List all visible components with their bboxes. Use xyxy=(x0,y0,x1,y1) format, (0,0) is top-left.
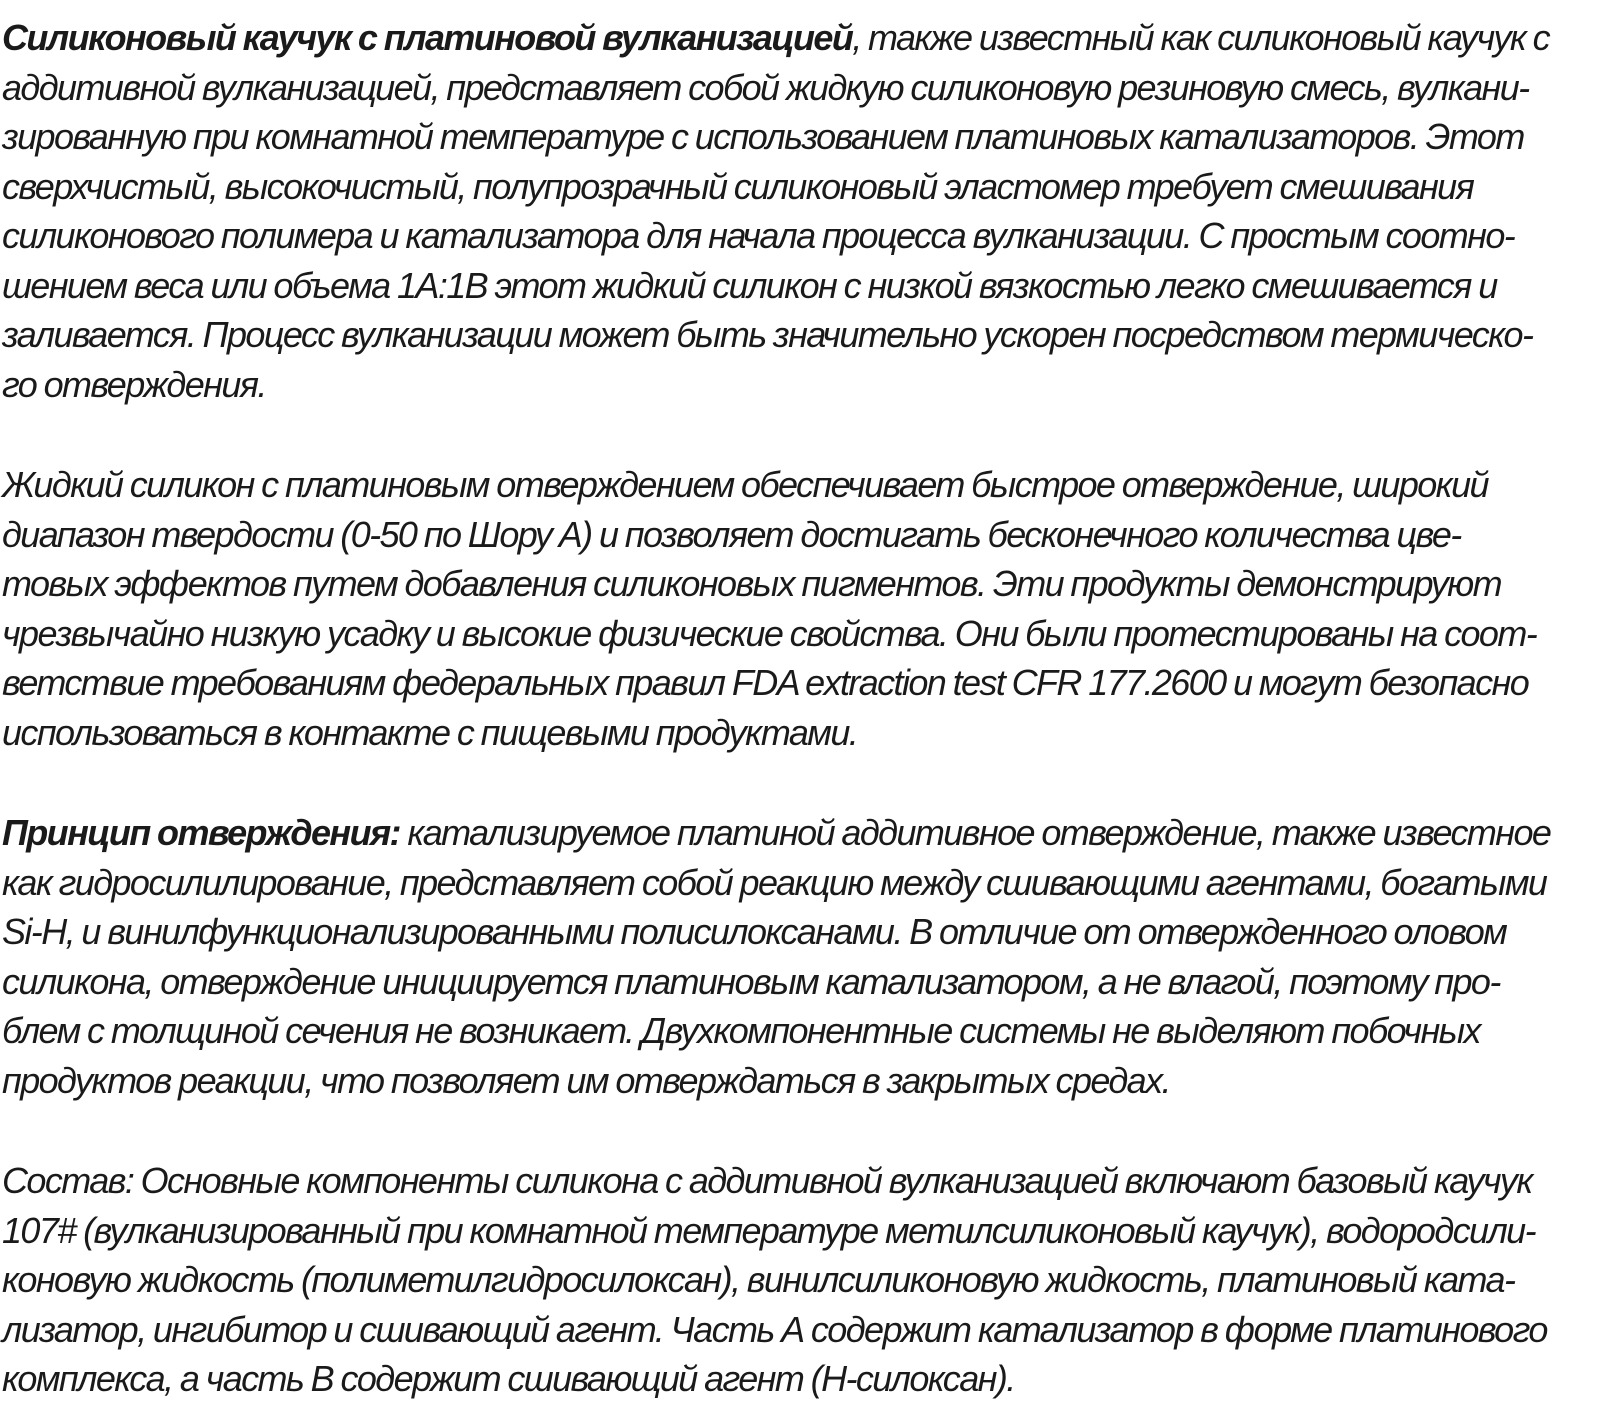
text-line: заливается. Процесс вулканизации может быть значительно ускорен посредством термическо- xyxy=(2,314,1533,355)
text-line: сверхчистый, высокочистый, полупрозрачный силиконовый эластомер требует смешивания xyxy=(2,165,1474,207)
text-line: силикона, отверждение инициируется платиновым катализатором, а не влагой, поэтому про- xyxy=(2,960,1500,1002)
text-line: силиконового полимера и катализатора для начала процесса вулканизации. С простым соотно- xyxy=(2,215,1515,256)
paragraph-curing-principle xyxy=(0,808,1600,1105)
paragraph-lead: Принцип отверждения: xyxy=(2,812,400,853)
text-line: использоваться в контакте с пищевыми продуктами. xyxy=(2,711,858,753)
paragraph-intro xyxy=(0,0,1600,409)
text-line: блем с толщиной сечения не возникает. Двухкомпонентные системы не выделяют побочных xyxy=(2,1010,1480,1051)
text-line: продуктов реакции, что позволяет им отверждаться в закрытых средах. xyxy=(2,1059,1170,1101)
text-line: ветствие требованиям федеральных правил FDA extraction test CFR 177.2600 и могут безопасно xyxy=(2,662,1529,703)
text-line: го отверждения. xyxy=(2,363,266,405)
text-line: 107# (вулканизированный при комнатной температуре метилсиликоновый каучук), водородсили- xyxy=(2,1209,1535,1251)
text-line: коновую жидкость (полиметилгидросилоксан), винилсиликоновую жидкость, платиновый ката- xyxy=(2,1259,1515,1300)
text-line: диапазон твердости (0-50 по Шору А) и позволяет достигать бесконечного количества цве- xyxy=(2,513,1461,555)
text-line: чрезвычайно низкую усадку и высокие физические свойства. Они были протестированы на соот- xyxy=(2,612,1537,654)
text-line: товых эффектов путем добавления силиконовых пигментов. Эти продукты демонстрируют xyxy=(2,563,1501,604)
text-line: Принцип отверждения: катализируемое платиной аддитивное отверждение, также известное xyxy=(2,812,1551,853)
text-line: Силиконовый каучук с платиновой вулканизацией, также известный как силиконовый каучук с xyxy=(2,17,1550,58)
text-line: зированную при комнатной температуре с использованием платиновых катализаторов. Этот xyxy=(2,116,1524,157)
text-line: шением веса или объема 1A:1B этот жидкий силикон с низкой вязкостью легко смешивается и xyxy=(2,264,1497,306)
text-line: лизатор, ингибитор и сшивающий агент. Часть А содержит катализатор в форме платинового xyxy=(2,1308,1547,1350)
text-line: Si-H, и винилфункционализированными полисилоксанами. В отличие от отвержденного оловом xyxy=(2,911,1507,952)
text-line: Жидкий силикон с платиновым отверждением обеспечивает быстрое отверждение, широкий xyxy=(2,464,1488,505)
text-line: комплекса, а часть В содержит сшивающий агент (Н-силоксан). xyxy=(2,1358,1015,1399)
paragraph-properties xyxy=(0,460,1600,757)
text-line: Состав: Основные компоненты силикона с аддитивной вулканизацией включают базовый каучук xyxy=(2,1160,1532,1201)
paragraph-composition xyxy=(0,1156,1600,1404)
paragraph-lead: Силиконовый каучук с платиновой вулканизацией xyxy=(2,17,853,58)
text-line: как гидросилилирование, представляет собой реакцию между сшивающими агентами, богатыми xyxy=(2,861,1547,903)
text-line: аддитивной вулканизацией, представляет собой жидкую силиконовую резиновую смесь, вулкани- xyxy=(2,66,1529,108)
